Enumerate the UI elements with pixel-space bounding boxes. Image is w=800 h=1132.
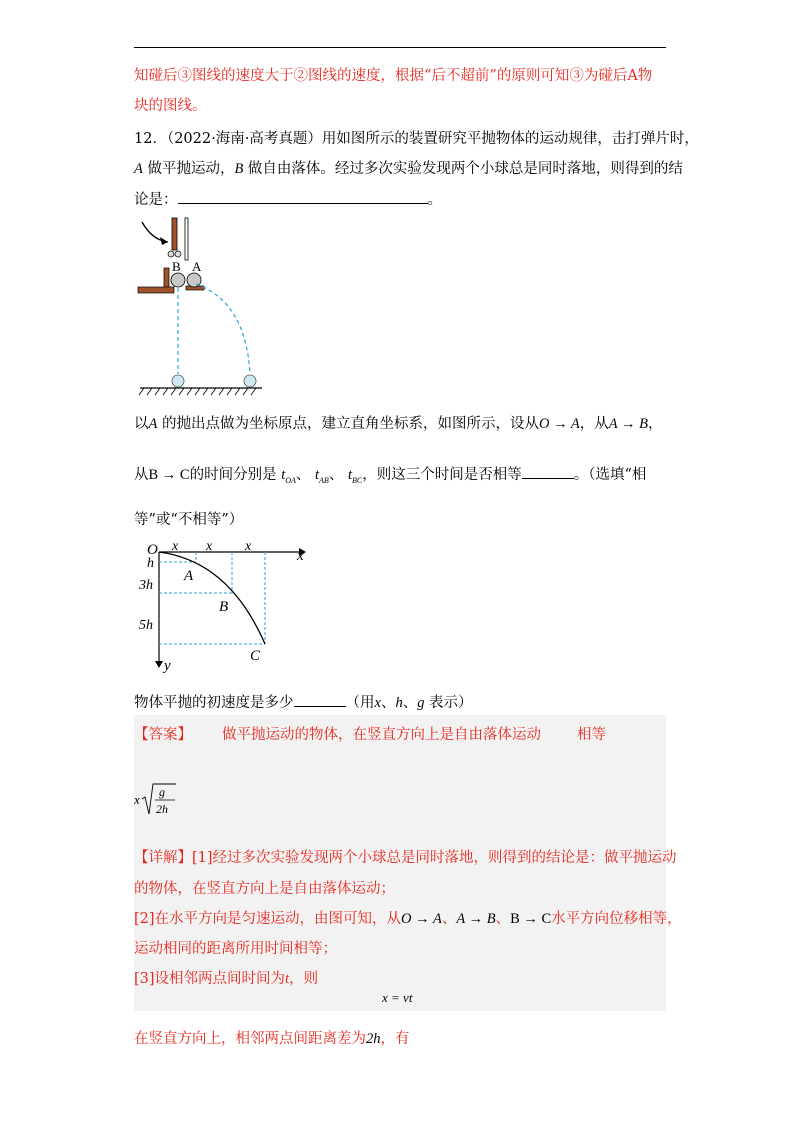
answer-blank-1 bbox=[178, 189, 428, 204]
question-line-4 bbox=[134, 412, 663, 433]
text-seg: 、 bbox=[328, 467, 344, 483]
text-seg: （用 bbox=[345, 695, 375, 711]
explanation-line-5 bbox=[134, 967, 318, 988]
landed-ball-b bbox=[172, 375, 184, 387]
var-2h: 2h bbox=[366, 1031, 381, 1047]
var-a: A bbox=[134, 161, 143, 177]
answer-blank-2 bbox=[522, 464, 574, 479]
point-c-label: C bbox=[250, 648, 261, 664]
text-seg: 、 bbox=[295, 467, 311, 483]
text-seg: ，则这三个时间是否相等 bbox=[362, 467, 522, 483]
x-seg-label-1: x bbox=[172, 539, 179, 554]
y-seg-label-2: 3h bbox=[139, 578, 153, 593]
text-seg: 。（选填“相 bbox=[573, 467, 647, 483]
x-seg-label-2: x bbox=[206, 539, 213, 554]
equation-x-vt: x = vt bbox=[382, 990, 413, 1005]
answer-formula bbox=[134, 782, 194, 822]
point-a-label: A bbox=[184, 568, 194, 584]
guide-lines bbox=[159, 552, 265, 644]
stand-base bbox=[138, 287, 174, 293]
var-t: t bbox=[285, 971, 290, 987]
pivot bbox=[175, 251, 181, 257]
t-oa: $t_{OA}$ bbox=[281, 467, 296, 485]
ball-b bbox=[171, 273, 185, 287]
ground-hatch bbox=[139, 388, 256, 395]
var-b: B bbox=[234, 161, 244, 177]
question-line-5 bbox=[134, 463, 646, 485]
segment-ab: A → B bbox=[608, 416, 648, 432]
var-h: h bbox=[395, 695, 403, 711]
y-seg-label-3: 5h bbox=[139, 618, 153, 633]
answer-blank-3 bbox=[294, 692, 346, 707]
explanation-tag: 【详解】 bbox=[134, 850, 192, 866]
origin-label: O bbox=[147, 542, 158, 558]
answer-part-1: 做平抛运动的物体，在竖直方向上是自由落体运动 bbox=[222, 727, 541, 743]
trajectory-figure bbox=[134, 536, 314, 676]
answer-part-2: 相等 bbox=[577, 727, 606, 743]
label-a: A bbox=[192, 259, 202, 274]
text-seg: 物体平抛的初速度是多少 bbox=[134, 695, 294, 711]
text-seg: 在竖直方向上，相邻两点间距离差为 bbox=[134, 1031, 366, 1047]
y-axis-arrow bbox=[155, 661, 163, 668]
t-ab: $t_{AB}$ bbox=[315, 467, 329, 485]
t-bc: $t_{BC}$ bbox=[347, 467, 363, 485]
text-seg: 表示） bbox=[424, 695, 473, 711]
trajectory-curve bbox=[159, 552, 265, 644]
explanation-line-4: 运动相同的距离所用时间相等； bbox=[134, 941, 337, 957]
text-seg: ，有 bbox=[380, 1031, 410, 1047]
question-line-6: 等”或“不相等”） bbox=[134, 512, 244, 528]
explanation-line-6 bbox=[134, 1027, 410, 1048]
var-g: g bbox=[417, 695, 425, 711]
y-axis-label: y bbox=[164, 658, 171, 674]
text-seg: 水平方向位移相等， bbox=[551, 911, 682, 927]
header-rule bbox=[134, 47, 666, 48]
text-seg: 以 bbox=[134, 416, 149, 432]
text-seg: 做自由落体。经过多次实验发现两个小球总是同时落地，则得到的结 bbox=[243, 161, 683, 177]
y-seg-label-1: h bbox=[147, 556, 154, 571]
formula-x: x bbox=[134, 792, 140, 807]
continued-text-line-2: 块的图线。 bbox=[134, 98, 207, 114]
text-seg: ，从 bbox=[579, 416, 609, 432]
text-seg: 的时间分别是 bbox=[189, 467, 277, 483]
var-x: x bbox=[374, 695, 381, 711]
text-seg: [1]经过多次实验发现两个小球总是同时落地，则得到的结论是：做平抛运动 bbox=[192, 850, 677, 866]
point-b-label: B bbox=[219, 599, 229, 615]
text-seg: 从 bbox=[134, 467, 149, 483]
question-line-2 bbox=[134, 157, 683, 178]
text-seg: [2]在水平方向是匀速运动，由图可知，从 bbox=[134, 911, 402, 927]
explanation-line-3: [2]在水平方向是匀速运动，由图可知，从O → A、A → B、B → C水平方向位移相等， bbox=[134, 911, 682, 927]
text-seg: 做平抛运动， bbox=[142, 161, 235, 177]
question-number: 12． bbox=[134, 131, 167, 147]
question-line-3 bbox=[134, 188, 442, 209]
apparatus-figure bbox=[134, 212, 264, 397]
answer-tag: 【答案】 bbox=[134, 727, 192, 743]
explanation-line-2: 的物体，在竖直方向上是自由落体运动； bbox=[134, 881, 395, 897]
continued-text-line-1: 知碰后③图线的速度大于②图线的速度，根据“后不超前”的原则可知③为碰后A物 bbox=[134, 68, 653, 84]
spring-plate bbox=[172, 218, 177, 250]
explanation-line-1 bbox=[134, 846, 677, 867]
var-a: A bbox=[148, 416, 158, 432]
segment-bc: B → C bbox=[148, 467, 190, 483]
question-source: （2022·海南·高考真题）用如图所示的装置研究平抛物体的运动规律，击打弹片时， bbox=[166, 131, 699, 147]
answer-line bbox=[134, 723, 606, 744]
text-seg: 。 bbox=[427, 192, 442, 208]
segment-oa: O → A bbox=[401, 911, 442, 927]
text-seg: [3]设相邻两点间时间为 bbox=[134, 971, 286, 987]
text-seg: 的抛出点做为坐标原点，建立直角坐标系，如图所示，设从 bbox=[157, 416, 539, 432]
text-seg: ， bbox=[648, 416, 663, 432]
label-b: B bbox=[172, 259, 181, 274]
vertical-rod bbox=[185, 218, 188, 260]
question-line-7: 物体平抛的初速度是多少 （用x、h、g 表示） bbox=[134, 691, 473, 712]
question-line-1 bbox=[134, 127, 699, 148]
strike-arrow-head bbox=[160, 237, 168, 245]
segment-bc: B → C bbox=[510, 911, 552, 927]
x-seg-label-3: x bbox=[245, 539, 252, 554]
text-seg: 论是： bbox=[134, 192, 178, 208]
strike-arrow bbox=[142, 222, 168, 242]
text-seg: ，则 bbox=[289, 971, 319, 987]
projectile-path bbox=[196, 284, 250, 374]
landed-ball-a bbox=[244, 375, 256, 387]
segment-oa: O → A bbox=[538, 416, 580, 432]
formula-denominator: 2h bbox=[156, 802, 168, 816]
segment-ab: A → B bbox=[456, 911, 496, 927]
formula-numerator: g bbox=[159, 785, 165, 799]
x-axis-label: x bbox=[297, 548, 304, 564]
pivot bbox=[168, 251, 174, 257]
